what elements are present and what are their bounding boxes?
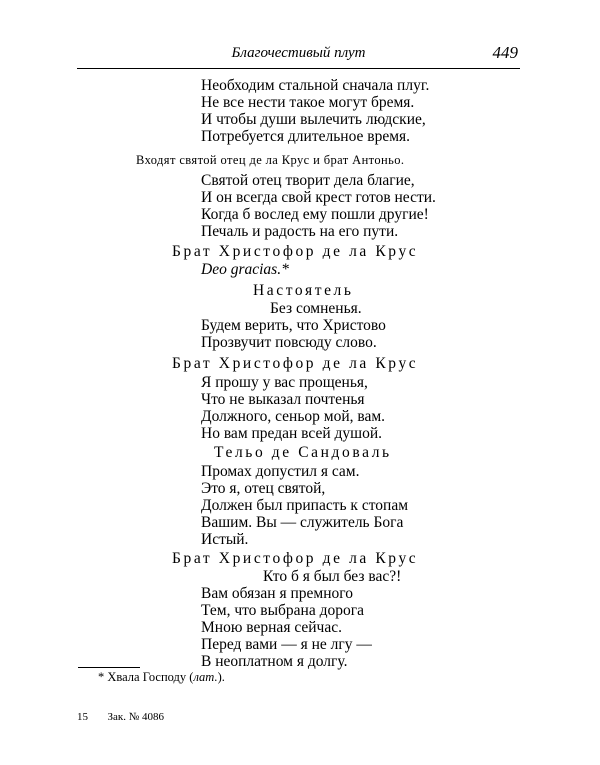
footnote-rule (78, 667, 140, 668)
verse-line: Перед вами — я не лгу — (201, 636, 372, 653)
stage-direction: Входят святой отец де ла Крус и брат Антоньо. (136, 153, 405, 167)
footnote-close: ). (217, 670, 225, 684)
verse-line: Я прошу у вас прощенья, (201, 374, 368, 391)
footnote-lang: лат. (193, 670, 218, 684)
verse-line: Необходим стальной сначала плуг. (201, 77, 430, 94)
speaker-name: Настоятель (253, 282, 354, 299)
verse-line: Мною верная сейчас. (201, 619, 342, 636)
speaker-name: Тельо де Сандоваль (214, 444, 392, 461)
verse-line: Что не выказал почтенья (201, 391, 365, 408)
verse-line: Промах допустил я сам. (201, 463, 360, 480)
verse-line: И он всегда свой крест готов нести. (201, 189, 436, 206)
verse-line: Но вам предан всей душой. (201, 425, 382, 442)
verse-line: Будем верить, что Христово (201, 317, 386, 334)
verse-line: Святой отец творит дела благие, (201, 172, 415, 189)
running-title: Благочестивый плут (231, 45, 366, 61)
verse-line: Прозвучит повсюду слово. (201, 334, 377, 351)
verse-line: Потребуется длительное время. (201, 128, 411, 145)
speaker-name: Брат Христофор де ла Крус (172, 243, 419, 260)
footnote (98, 670, 225, 685)
verse-line: И чтобы души вылечить людские, (201, 111, 426, 128)
verse-line: Это я, отец святой, (201, 480, 326, 497)
speaker-name: Брат Христофор де ла Крус (172, 550, 419, 567)
speaker-name: Брат Христофор де ла Крус (172, 355, 419, 372)
verse-line: Вам обязан я премного (201, 585, 353, 602)
verse-line: Вашим. Вы — служитель Бога (201, 514, 404, 531)
verse-line: Должен был припасть к стопам (201, 497, 409, 514)
page-number: 449 (492, 43, 518, 62)
printer-signature (77, 711, 164, 723)
verse-line: Когда б вослед ему пошли другие! (201, 206, 429, 223)
verse-line: Должного, сеньор мой, вам. (201, 408, 386, 425)
verse-line: Кто б я был без вас?! (263, 568, 402, 585)
verse-line: Тем, что выбрана дорога (201, 602, 364, 619)
verse-line-latin: Deo gracias.* (201, 261, 289, 278)
sheet-number: 15 (77, 711, 88, 723)
footnote-text: * Хвала Господу ( (98, 670, 194, 684)
verse-line: Печаль и радость на его пути. (201, 223, 399, 240)
running-header (77, 44, 520, 69)
verse-line: Не все нести такое могут бремя. (201, 94, 415, 111)
verse-line: Истый. (201, 531, 249, 548)
verse-line: Без сомненья. (270, 300, 362, 317)
order-number: Зак. № 4086 (107, 711, 164, 723)
verse-line: В неоплатном я долгу. (201, 653, 348, 670)
